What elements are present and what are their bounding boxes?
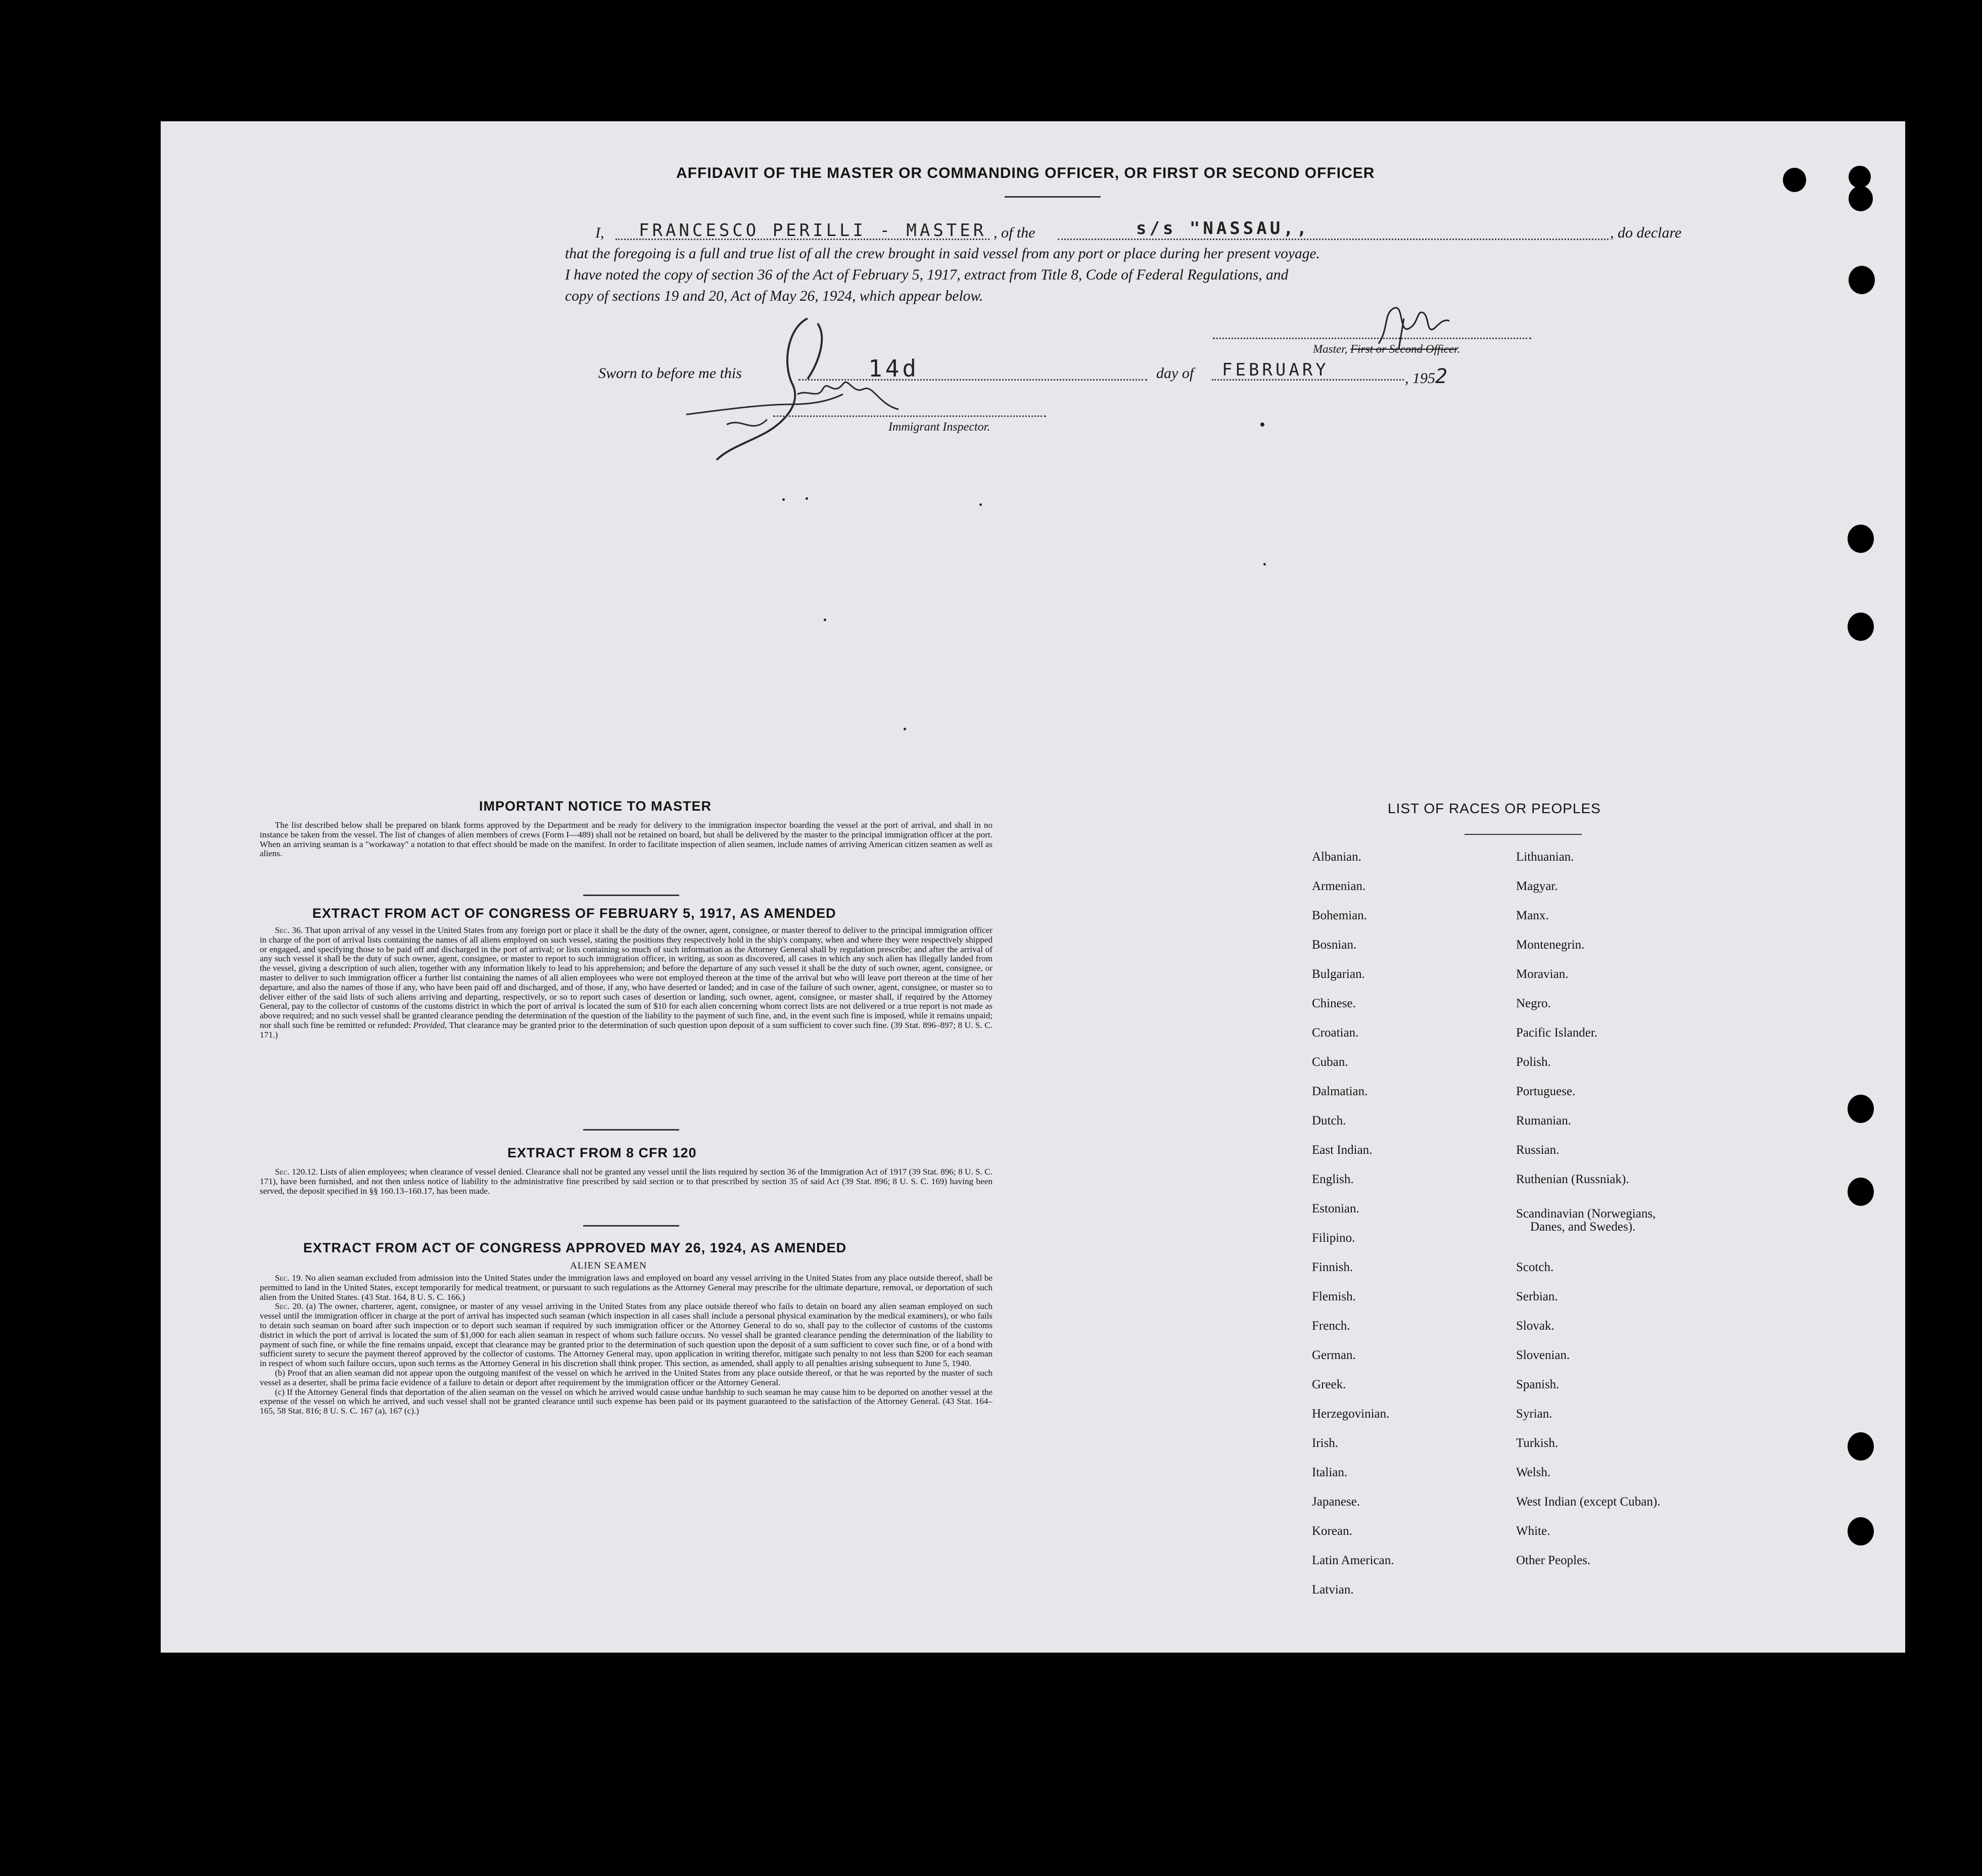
- race-item: Spanish.: [1516, 1378, 1560, 1391]
- year-printed: , 195: [1405, 370, 1435, 387]
- month-value: FEBRUARY: [1222, 360, 1329, 380]
- race-item: Slovak.: [1516, 1319, 1554, 1333]
- section-20-text: (a) The owner, charterer, agent, consignee, or master of any vessel arriving in the United States from any place outside thereof who fails to detain on board any alien seaman employed on such vessel until the immigration officer in charge at the port of arrival has inspected such seaman (which inspection in all cases shall include a personal physical examination by the medical examiners), or who fails to detain such seaman on board after such inspection or to deport such seaman if required by such immigration officer or the Attorney General to do so, shall pay to the collector of customs of the customs district in which the port of arrival is located the sum of $1,000 for each alien seaman in respect of whom such failure occurs. No vessel shall be granted clearance pending the determination of the liability to payment of such fine, or while the fine remains unpaid, except that clearance may be granted prior to the determination of such question upon the deposit of a sum sufficient to cover such fine, or of a bond with sufficient surety to secure the payment thereof approved by the collector of customs. The Attorney General may, upon application in writing therefor, mitigate such penalty to not less than $200 for each seaman in respect of whom such failure occurs, upon such terms as the Attorney General in his discretion shall think proper. This section, as amended, shall apply to all penalties arising subsequent to June 5, 1940.: [260, 1301, 993, 1369]
- race-item: Rumanian.: [1516, 1114, 1572, 1128]
- inspector-signature-line: [773, 415, 1046, 417]
- divider: [583, 1225, 679, 1227]
- race-item: Cuban.: [1312, 1055, 1348, 1069]
- do-declare-label: , do declare: [1610, 224, 1682, 241]
- race-item: Greek.: [1312, 1378, 1346, 1391]
- race-item: Pacific Islander.: [1516, 1026, 1598, 1040]
- race-item: White.: [1516, 1524, 1550, 1538]
- race-item: Estonian.: [1312, 1202, 1359, 1215]
- race-item: Albanian.: [1312, 850, 1361, 864]
- cfr-body: [260, 1167, 993, 1196]
- race-item: Herzegovinian.: [1312, 1407, 1390, 1421]
- section-36-text: That upon arrival of any vessel in the United States from any foreign port or place it shall be the duty of the owner, agent, consignee, or master thereof to deliver to the principal immigration officer in charge of the port of arrival lists containing the names of all aliens employed on such vessel, stating the positions they respectively hold in the ship's company, when and where they were respectively shipped or engaged, and specifying those to be paid off and discharged in the port of arrival; or lists containing so much of such information as the Attorney General shall by regulation prescribe; and after the arrival of any such vessel it shall be the duty of such owner, agent, consignee, or master to report to such immigration officer, in writing, as soon as discovered, all cases in which any such alien has illegally landed from the vessel, giving a description of such alien, together with any information likely to lead to his apprehension; and before the departure of any such vessel it shall be the duty of such owner, agent, consignee, or master to deliver to such immigration officer a further list containing the names of all alien employees who were not employed thereon at the time of the arrival but who will leave port thereon at the time of her departure, and also the names of those if any, who have been paid off and discharged, and of those, if any, who have deserted or landed; and in case of the failure of such owner, agent, consignee, or master so to deliver either of the said lists of such aliens arriving and departing, respectively, or so to report such cases of desertion or landing, such owner, agent, consignee, or master shall, if required by the Attorney General, pay to the collector of customs of the customs district in which the port of arrival is located the sum of $10 for each alien concerning whom correct lists are not delivered or a true report is not made as above required; and no such vessel shall be granted clearance pending the determination of the question of the liability to the payment of such fine, and, in the event such fine is imposed, while it remains unpaid; nor shall such fine be remitted or refunded:: [260, 925, 993, 1030]
- punch-hole: [1783, 168, 1806, 192]
- races-title: LIST OF RACES OR PEOPLES: [1388, 801, 1601, 816]
- race-item: Italian.: [1312, 1466, 1348, 1479]
- notice-text: The list described below shall be prepared on blank forms approved by the Department and be ready for delivery to the immigration inspector boarding the vessel at the port of arrival, and shall in no instance be taken from the vessel. The list of changes of alien members of crews (Form I—489) shall not be retained on board, but shall be delivered by the master to the principal immigration officer at the port. When an arriving seaman is a "workaway" a notation to that effect should be made on the manifest. In order to facilitate inspection of alien seamen, include names of arriving American citizen seamen as well as aliens.: [260, 820, 993, 859]
- race-item: Negro.: [1516, 997, 1551, 1010]
- speck: [806, 497, 808, 500]
- race-item: Serbian.: [1516, 1290, 1558, 1303]
- punch-hole: [1848, 1517, 1874, 1545]
- punch-hole: [1849, 266, 1875, 294]
- punch-hole: [1848, 613, 1874, 641]
- of-the-label: , of the: [994, 224, 1035, 241]
- section-19-text: No alien seaman excluded from admission into the United States under the immigration laws and employed on board any vessel arriving in the United States from any place outside thereof, shall be permitted to land in the United States, except temporarily for medical treatment, or pursuant to such regulations as the Attorney General may prescribe for the ultimate departure, removal, or deportation of such alien from the United States. (43 Stat. 164, 8 U. S. C. 166.): [260, 1273, 993, 1302]
- race-item: Bosnian.: [1312, 938, 1357, 952]
- race-item: Irish.: [1312, 1436, 1339, 1450]
- speck: [979, 503, 982, 506]
- notice-body: [260, 821, 993, 859]
- speck: [824, 619, 826, 621]
- extract-1917-body: [260, 926, 993, 1040]
- race-item: Turkish.: [1516, 1436, 1559, 1450]
- race-item: Montenegrin.: [1516, 938, 1585, 952]
- provided-word: Provided,: [413, 1020, 447, 1030]
- race-item: Russian.: [1516, 1143, 1560, 1157]
- speck: [1260, 423, 1264, 427]
- year-label: [1405, 365, 1447, 388]
- race-item: Lithuanian.: [1516, 850, 1574, 864]
- race-item: Croatian.: [1312, 1026, 1359, 1040]
- day-of-label: day of: [1156, 365, 1194, 382]
- race-item: Scotch.: [1516, 1260, 1554, 1274]
- alien-seamen-subtitle: ALIEN SEAMEN: [570, 1260, 647, 1271]
- race-item: East Indian.: [1312, 1143, 1373, 1157]
- punch-hole: [1848, 1178, 1874, 1206]
- extract-1917-title: EXTRACT FROM ACT OF CONGRESS OF FEBRUARY 5, 1917, AS AMENDED: [312, 906, 836, 921]
- race-item: English.: [1312, 1172, 1354, 1186]
- master-name: FRANCESCO PERILLI - MASTER: [639, 220, 987, 241]
- declaration-line-2: that the foregoing is a full and true list of all the crew brought in said vessel from any port or place during her present voyage.: [565, 246, 1320, 262]
- race-item: West Indian (except Cuban).: [1516, 1495, 1661, 1509]
- race-item: Manx.: [1516, 909, 1549, 922]
- race-item: French.: [1312, 1319, 1350, 1333]
- inspector-signature: [666, 308, 919, 480]
- divider: [1465, 834, 1582, 835]
- divider: [1005, 196, 1101, 198]
- race-item: Bulgarian.: [1312, 967, 1365, 981]
- year-hand: 2: [1435, 365, 1448, 388]
- race-item: Magyar.: [1516, 879, 1558, 893]
- vessel-name-blank: [1058, 239, 1609, 240]
- punch-hole: [1848, 525, 1874, 553]
- race-item: Moravian.: [1516, 967, 1569, 981]
- race-item: German.: [1312, 1348, 1356, 1362]
- section-120-label: Sec. 120.12.: [275, 1167, 318, 1177]
- race-item: Dutch.: [1312, 1114, 1346, 1128]
- sworn-label: Sworn to before me this: [598, 365, 742, 382]
- extract-1924-body: [260, 1274, 993, 1416]
- race-item: Portuguese.: [1516, 1085, 1576, 1098]
- race-item: Japanese.: [1312, 1495, 1360, 1509]
- punch-hole: [1849, 166, 1871, 188]
- declaration-line-4: copy of sections 19 and 20, Act of May 26, 1924, which appear below.: [565, 288, 983, 304]
- cfr-title: EXTRACT FROM 8 CFR 120: [507, 1145, 697, 1160]
- section-19-label: Sec. 19.: [275, 1273, 303, 1283]
- speck: [782, 498, 785, 501]
- inspector-label: Immigrant Inspector.: [888, 420, 990, 434]
- section-36-text-end: That clearance may be granted prior to the determination of such question upon deposit of a sum sufficient to cover such fine. (39 Stat. 896–897; 8 U. S. C. 171.): [260, 1020, 993, 1040]
- divider: [583, 1129, 679, 1131]
- race-item: Latin American.: [1312, 1554, 1394, 1567]
- master-caption: Master, First or Second Officer.: [1313, 343, 1460, 355]
- race-item: Armenian.: [1312, 879, 1366, 893]
- notice-title: IMPORTANT NOTICE TO MASTER: [479, 799, 712, 814]
- master-caption-struck: First or Second Officer: [1350, 343, 1457, 355]
- paragraph-c: (c) If the Attorney General finds that deportation of the alien seaman on the vessel on which he arrived would cause undue hardship to such seaman he may cause him to be deported on another vessel at the expense of the vessel on which he arrived, and such vessel shall not be granted clearance until such expense has been paid or its payment guaranteed to the satisfaction of the Attorney General. (43 Stat. 164–165, 58 Stat. 816; 8 U. S. C. 167 (a), 167 (c).): [260, 1387, 993, 1416]
- extract-1924-title: EXTRACT FROM ACT OF CONGRESS APPROVED MAY 26, 1924, AS AMENDED: [303, 1240, 847, 1255]
- punch-hole: [1849, 186, 1873, 211]
- race-item: Latvian.: [1312, 1583, 1354, 1597]
- section-36-label: Sec. 36.: [275, 925, 303, 935]
- punch-hole: [1848, 1432, 1874, 1461]
- race-item: Scandinavian (Norwegians,: [1516, 1207, 1656, 1221]
- race-item: Other Peoples.: [1516, 1554, 1591, 1567]
- vessel-name: s/s "NASSAU,,: [1136, 218, 1310, 239]
- race-item: Slovenian.: [1516, 1348, 1570, 1362]
- race-item: Syrian.: [1516, 1407, 1552, 1421]
- race-item: Welsh.: [1516, 1466, 1551, 1479]
- race-item: Polish.: [1516, 1055, 1551, 1069]
- divider: [583, 895, 679, 896]
- section-120-text: Lists of alien employees; when clearance of vessel denied. Clearance shall not be granted any vessel until the lists required by section 36 of the Immigration Act of 1917 (39 Stat. 896; 8 U. S. C. 171), have been furnished, and not then unless notice of liability to the administrative fine prescribed by said section or to that prescribed by section 35 of said Act (39 Stat. 896; 8 U. S. C. 169) having been served, the deposit specified in §§ 160.13–160.17, has been made.: [260, 1167, 993, 1196]
- declaration-line-3: I have noted the copy of section 36 of the Act of February 5, 1917, extract from Title 8, Code of Federal Regulations, and: [565, 267, 1289, 283]
- race-item: Filipino.: [1312, 1231, 1355, 1245]
- speck: [1263, 563, 1266, 566]
- race-item: Ruthenian (Russniak).: [1516, 1172, 1629, 1186]
- race-item-continuation: Danes, and Swedes).: [1530, 1220, 1636, 1234]
- race-item: Korean.: [1312, 1524, 1352, 1538]
- day-value: 14d: [868, 355, 920, 382]
- race-item: Flemish.: [1312, 1290, 1356, 1303]
- master-caption-master: Master,: [1313, 343, 1348, 355]
- speck: [904, 728, 906, 730]
- declaration-prefix: I,: [595, 224, 604, 241]
- section-20-label: Sec. 20.: [275, 1301, 304, 1311]
- race-item: Chinese.: [1312, 997, 1356, 1010]
- punch-hole: [1848, 1095, 1874, 1123]
- race-item: Dalmatian.: [1312, 1085, 1368, 1098]
- paragraph-b: (b) Proof that an alien seaman did not appear upon the outgoing manifest of the vessel on which he arrived in the United States from any place outside thereof, or that he was reported by the master of such vessel as a deserter, shall be prima facie evidence of a failure to detain or deport after requirement by the immigration officer or the Attorney General.: [260, 1368, 993, 1387]
- form-page: [161, 121, 1905, 1653]
- affidavit-title: AFFIDAVIT OF THE MASTER OR COMMANDING OFFICER, OR FIRST OR SECOND OFFICER: [676, 165, 1375, 181]
- race-item: Finnish.: [1312, 1260, 1353, 1274]
- race-item: Bohemian.: [1312, 909, 1367, 922]
